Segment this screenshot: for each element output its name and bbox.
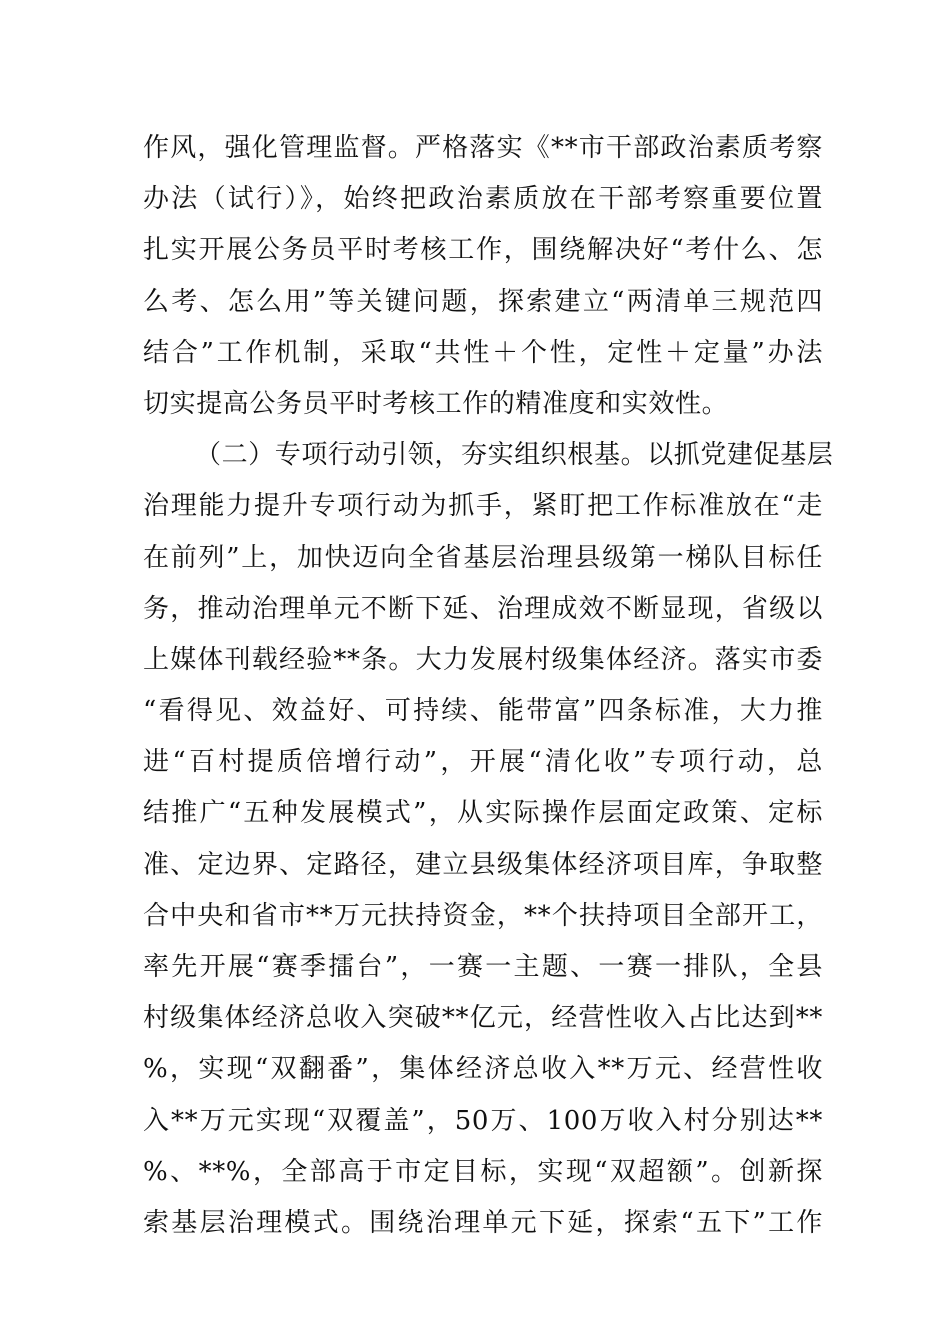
- section-heading-line: （二）专项行动引领，夯实组织根基。以抓党建促基层: [195, 440, 834, 471]
- text-line: %、**%，全部高于市定目标，实现“双超额”。创新探: [143, 1156, 823, 1187]
- body-text: [143, 123, 834, 1249]
- text-line: 结推广“五种发展模式”，从实际操作层面定政策、定标: [143, 798, 823, 829]
- text-line: 在前列”上，加快迈向全省基层治理县级第一梯队目标任: [143, 542, 823, 573]
- text-line: 治理能力提升专项行动为抓手，紧盯把工作标准放在“走: [143, 491, 823, 522]
- text-line: 结合”工作机制，采取“共性＋个性，定性＋定量”办法: [143, 337, 823, 368]
- text-line: 村级集体经济总收入突破**亿元，经营性收入占比达到**: [143, 1003, 823, 1034]
- text-line: 上媒体刊载经验**条。大力发展村级集体经济。落实市委: [143, 644, 823, 675]
- text-line: 准、定边界、定路径，建立县级集体经济项目库，争取整: [143, 849, 823, 880]
- text-line: “看得见、效益好、可持续、能带富”四条标准，大力推: [143, 696, 823, 727]
- text-line: 索基层治理模式。围绕治理单元下延，探索“五下”工作: [143, 1207, 823, 1238]
- text-line: 作风，强化管理监督。严格落实《**市干部政治素质考察: [143, 133, 823, 163]
- text-line: 务，推动治理单元不断下延、治理成效不断显现，省级以: [143, 593, 823, 624]
- text-line: 进“百村提质倍增行动”，开展“清化收”专项行动，总: [143, 747, 823, 778]
- text-line: %，实现“双翻番”，集体经济总收入**万元、经营性收: [143, 1054, 823, 1085]
- text-line: 入**万元实现“双覆盖”，50万、100万收入村分别达**: [143, 1105, 823, 1136]
- text-line: 合中央和省市**万元扶持资金，**个扶持项目全部开工，: [143, 900, 823, 931]
- text-line: 办法（试行）》，始终把政治素质放在干部考察重要位置: [143, 184, 823, 215]
- text-line: 切实提高公务员平时考核工作的精准度和实效性。: [143, 388, 729, 419]
- text-line: 么考、怎么用”等关键问题，探索建立“两清单三规范四: [143, 286, 823, 317]
- text-line: 率先开展“赛季擂台”，一赛一主题、一赛一排队，全县: [143, 952, 823, 982]
- text-line: 扎实开展公务员平时考核工作，围绕解决好“考什么、怎: [143, 235, 823, 266]
